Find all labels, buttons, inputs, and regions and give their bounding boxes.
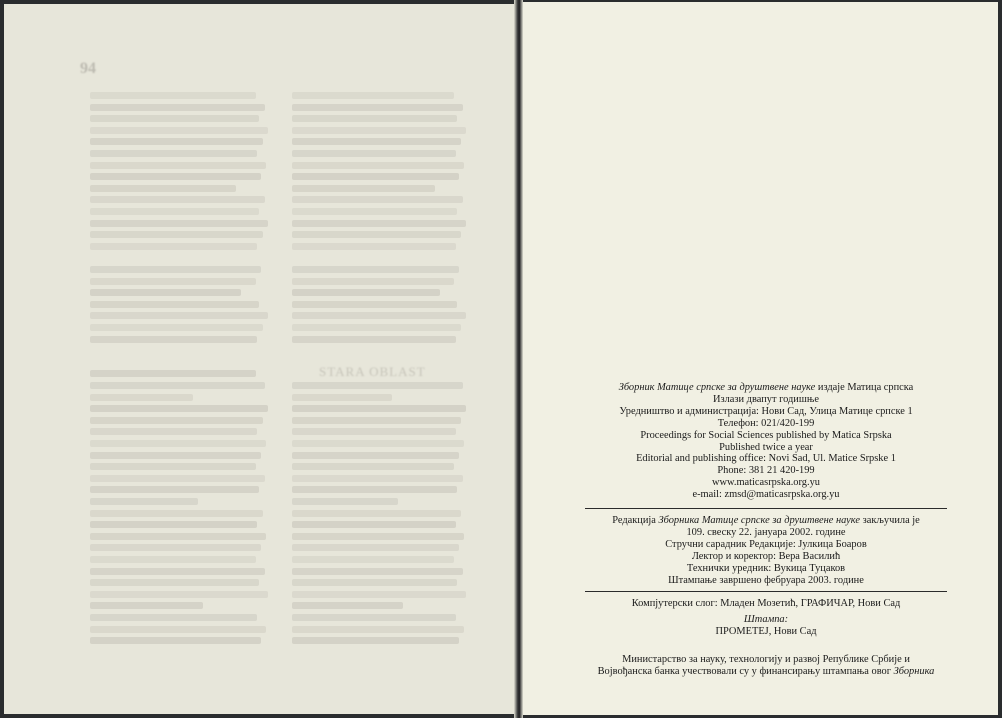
bleed-through-line: [90, 104, 265, 111]
bleed-through-line: [90, 185, 236, 192]
bleed-through-line: [292, 173, 459, 180]
bleed-through-line: [292, 405, 466, 412]
bleed-through-line: [90, 301, 259, 308]
bleed-through-line: [292, 591, 466, 598]
bleed-through-line: [90, 428, 257, 435]
bleed-through-line: [90, 173, 261, 180]
bleed-through-line: [292, 336, 456, 343]
bleed-through-line: [292, 579, 457, 586]
bleed-through-line: [292, 104, 463, 111]
english-title: Proceedings for Social Sciences published by Matica Srpska: [640, 429, 892, 441]
bleed-through-line: [90, 579, 259, 586]
bleed-through-line: [90, 637, 261, 644]
bleed-through-line: [90, 626, 266, 633]
bleed-through-heading: STARA OBLAST: [319, 364, 426, 379]
editorial-prefix: Редакција: [612, 515, 659, 527]
english-phone: Phone: 381 21 420-199: [717, 465, 815, 477]
journal-title: Зборник Матице српске за друштвене науке: [618, 382, 816, 393]
bleed-through-line: [90, 510, 263, 517]
bleed-through-line: [90, 614, 257, 621]
funding-line-2: [585, 666, 947, 678]
funding-journal-word: Зборника: [893, 666, 935, 678]
bleed-through-line: [292, 614, 456, 621]
bleed-through-line: [292, 382, 463, 389]
bleed-through-line: [292, 138, 461, 145]
bleed-through-line: [90, 405, 268, 412]
bleed-through-line: [90, 417, 263, 424]
bleed-through-line: [292, 289, 440, 296]
bleed-through-line: [90, 127, 268, 134]
english-frequency: Published twice a year: [719, 441, 813, 453]
bleed-through-line: [292, 162, 464, 169]
bleed-through-line: [292, 637, 459, 644]
bleed-through-line: [90, 162, 266, 169]
bleed-through-line: [292, 127, 466, 134]
bleed-through-line: [292, 208, 457, 215]
bleed-through-line: [90, 220, 268, 227]
phone: Телефон: 021/420-199: [717, 417, 815, 429]
bleed-through-line: [292, 394, 392, 401]
bleed-through-line: [90, 289, 241, 296]
funding-block: [585, 654, 947, 678]
bleed-through-line: [292, 510, 461, 517]
bleed-through-line: [90, 231, 263, 238]
printed-by-label: [585, 614, 947, 626]
bleed-through-line: [292, 220, 466, 227]
bleed-through-line: [292, 324, 461, 331]
bleed-through-line: [292, 115, 457, 122]
left-page: [4, 4, 514, 714]
bleed-through-line: [292, 243, 456, 250]
bleed-through-line: [90, 92, 256, 99]
bleed-through-line: [292, 266, 459, 273]
bleed-through-line: [90, 544, 261, 551]
divider-1: [585, 508, 947, 509]
frequency: Излази двапут годишње: [713, 393, 819, 405]
publisher-line: [585, 382, 947, 394]
bleed-through-line: [90, 150, 257, 157]
bleed-through-line: [292, 440, 464, 447]
bleed-through-line: [90, 208, 259, 215]
bleed-through-line: [292, 475, 463, 482]
bleed-through-line: [292, 602, 403, 609]
production-block: [585, 598, 947, 639]
bleed-through-line: [90, 452, 261, 459]
bleed-through-line: [90, 556, 256, 563]
editorial-block: [585, 515, 947, 586]
bleed-through-line: [292, 556, 454, 563]
publisher-suffix: издаје Матица српска: [815, 382, 914, 393]
email: e-mail: zmsd@maticasrpska.org.yu: [692, 489, 840, 501]
funding-line-2-text: Војвођанска банка учествовали су у финансирању штампања овог: [597, 666, 894, 678]
proofreader: Лектор и коректор: Вера Василић: [691, 550, 841, 562]
bleed-through-line: [292, 428, 456, 435]
english-office: Editorial and publishing office: Novi Sad, Ul. Matice Srpske 1: [636, 453, 896, 465]
bleed-through-line: [292, 150, 456, 157]
bleed-through-line: [90, 463, 256, 470]
editorial-office: Уредништво и администрација: Нови Сад, Улица Матице српске 1: [619, 405, 913, 417]
printing-finished: Штампање завршено фебруара 2003. године: [668, 574, 864, 586]
bleed-through-line: [292, 486, 457, 493]
editorial-suffix: закључила је: [860, 515, 920, 527]
bleed-through-line: [90, 382, 265, 389]
bleed-through-line: [292, 312, 466, 319]
bleed-through-line: [292, 231, 461, 238]
bleed-through-line: [90, 498, 198, 505]
bleed-through-page-number: 94: [80, 60, 96, 77]
bleed-through-line: [90, 312, 268, 319]
bleed-through-line: [90, 278, 256, 285]
bleed-through-line: [90, 196, 265, 203]
bleed-through-line: [292, 568, 463, 575]
colophon: [585, 382, 947, 678]
bleed-through-text-column-left: [90, 92, 270, 652]
bleed-through-line: [90, 138, 263, 145]
bleed-through-line: [90, 324, 263, 331]
bleed-through-line: [292, 92, 454, 99]
associate: Стручни сарадник Редакције: Јулкица Боаров: [665, 538, 867, 550]
bleed-through-line: [292, 533, 464, 540]
typesetting: Компјутерски слог: Младен Мозетић, ГРАФИЧАР, Нови Сад: [631, 597, 901, 609]
bleed-through-line: [90, 533, 266, 540]
bleed-through-line: [90, 602, 203, 609]
bleed-through-line: [292, 278, 454, 285]
bleed-through-line: [292, 301, 457, 308]
bleed-through-line: [292, 452, 459, 459]
book-gutter: [514, 0, 523, 718]
bleed-through-line: [90, 266, 261, 273]
bleed-through-line: [292, 463, 454, 470]
bleed-through-line: [292, 185, 435, 192]
website: www.maticasrpska.org.yu: [712, 477, 820, 489]
bleed-through-line: [90, 394, 193, 401]
bleed-through-line: [292, 417, 461, 424]
journal-title-genitive: Зборника Матице српске за друштвене науке: [658, 515, 860, 527]
bleed-through-line: [90, 370, 256, 377]
printer: ПРОМЕТЕЈ, Нови Сад: [715, 626, 817, 638]
bleed-through-line: [90, 591, 268, 598]
issue-date: 109. свеску 22. јануара 2002. године: [686, 526, 846, 538]
bleed-through-line: [292, 521, 456, 528]
divider-2: [585, 591, 947, 592]
printed-by-label-text: Штампа:: [743, 614, 789, 626]
bleed-through-line: [292, 498, 398, 505]
bleed-through-line: [90, 440, 266, 447]
bleed-through-line: [292, 626, 464, 633]
bleed-through-line: [90, 115, 259, 122]
bleed-through-line: [90, 568, 265, 575]
bleed-through-line: [90, 243, 257, 250]
editorial-line: [585, 515, 947, 527]
bleed-through-line: [90, 336, 257, 343]
bleed-through-line: [292, 544, 459, 551]
funding-line-1: Министарство за науку, технологију и развој Републике Србије и: [622, 654, 910, 666]
bleed-through-line: [90, 521, 257, 528]
bleed-through-line: [90, 486, 259, 493]
bleed-through-line: [90, 475, 265, 482]
bleed-through-line: [292, 196, 463, 203]
publisher-block: [585, 382, 947, 501]
technical-editor: Технички уредник: Вукица Туцаков: [686, 562, 846, 574]
